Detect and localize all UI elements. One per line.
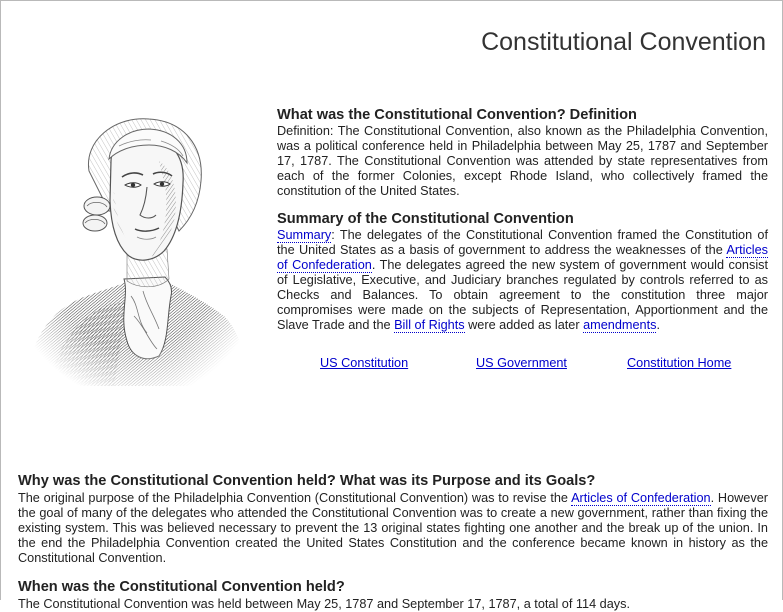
- bill-of-rights-link[interactable]: Bill of Rights: [394, 318, 465, 332]
- summary-text-part3: were added as later: [464, 318, 584, 332]
- us-constitution-link[interactable]: US Constitution: [320, 356, 409, 370]
- purpose-text: [18, 491, 768, 566]
- when-text: The Constitutional Convention was held between May 25, 1787 and September 17, 1787, a total of 114 days.: [18, 597, 630, 611]
- summary-text: [277, 228, 768, 333]
- portrait-image: [19, 101, 251, 386]
- amendments-link[interactable]: amendments: [583, 318, 657, 332]
- intro-section: [277, 107, 768, 333]
- purpose-text-part2: . However the goal of many of the delegates who attended the Constitutional Convention was to create a new government, rather than fixing the existing system. This was believed necessary to prevent the 13 original states fighting one another and the break up of the union. In the end the Philadelphia Convention created the United States Constitution and the conference became known in history as the Constitutional Convention.: [18, 491, 768, 565]
- when-heading: When was the Constitutional Convention held?: [18, 579, 345, 595]
- definition-text: Definition: The Constitutional Convention, also known as the Philadelphia Convention, was a political conference held in Philadelphia between May 25, 1787 and September 17, 1787. The Constitutional Convention was attended by state representatives from each of the former Colonies, except Rhode Island, who collectively framed the constitution of the United States.: [277, 124, 768, 198]
- us-government-link[interactable]: US Government: [476, 356, 567, 370]
- page-title: Constitutional Convention: [481, 28, 766, 56]
- purpose-text-part1: The original purpose of the Philadelphia Convention (Constitutional Convention) was to revise the: [18, 491, 572, 505]
- summary-text-part4: .: [656, 318, 660, 332]
- purpose-articles-link[interactable]: Articles of Confederation: [571, 491, 711, 505]
- summary-section: [277, 211, 768, 333]
- summary-text-part1: : The delegates of the Constitutional Convention framed the Constitution of the United States as a basis of government to address the weaknesses of the: [277, 228, 768, 257]
- definition-heading: What was the Constitutional Convention? Definition: [277, 107, 637, 123]
- summary-text-part2: . The delegates agreed the new system of government would consist of Legislative, Executive, and Judiciary branches regulated by controls referred to as Checks and Balances. To obtain agreement to the constitution three major compromises were made on the subjects of Representation, Apportionment and the Slave Trade and the: [277, 258, 769, 332]
- constitution-home-link[interactable]: Constitution Home: [627, 356, 732, 370]
- summary-link[interactable]: Summary: [277, 228, 332, 242]
- articles-of-confederation-link[interactable]: Articles of Confederation: [277, 243, 768, 272]
- details-section: [18, 473, 768, 612]
- summary-heading: Summary of the Constitutional Convention: [277, 211, 574, 227]
- purpose-heading: Why was the Constitutional Convention held? What was its Purpose and its Goals?: [18, 473, 596, 489]
